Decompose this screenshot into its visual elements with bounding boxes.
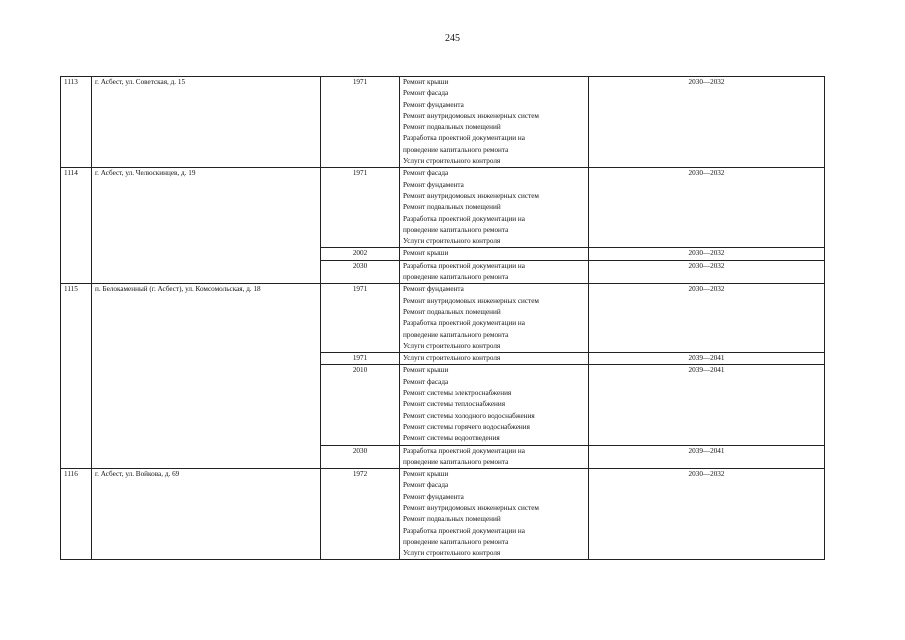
work-item: Ремонт фундамента (403, 285, 464, 294)
address-cell: г. Асбест, ул. Советская, д. 15 (92, 77, 321, 168)
work-item: Ремонт фасада (403, 481, 449, 490)
work-item: Разработка проектной документации на (403, 214, 525, 223)
work-item: Разработка проектной документации на (403, 446, 525, 455)
work-item: Ремонт системы теплоснабжения (403, 400, 506, 409)
work-item: Ремонт подвальных помещений (403, 203, 501, 212)
table-row (61, 168, 825, 248)
work-item: Разработка проектной документации на (403, 319, 525, 328)
work-item: Ремонт фасада (403, 377, 449, 386)
year-cell: 1972 (321, 469, 400, 560)
work-item: проведение капитального ремонта (403, 537, 509, 546)
row-number: 1113 (61, 77, 92, 168)
work-item: Ремонт крыши (403, 249, 449, 258)
period-cell: 2030—2032 (589, 260, 825, 284)
table-row (61, 469, 825, 560)
table-row (61, 77, 825, 168)
work-item: Ремонт системы водоотведения (403, 434, 500, 443)
work-item: Ремонт подвальных помещений (403, 123, 501, 132)
work-item: Ремонт внутридомовых инженерных систем (403, 111, 539, 120)
works-cell (400, 353, 589, 365)
period-cell: 2030—2032 (589, 168, 825, 248)
work-item: Ремонт фасада (403, 89, 449, 98)
work-item: Ремонт системы электроснабжения (403, 389, 512, 398)
work-item: Ремонт крыши (403, 78, 449, 86)
work-item: Ремонт внутридомовых инженерных систем (403, 191, 539, 200)
period-cell: 2030—2032 (589, 77, 825, 168)
work-item: проведение капитального ремонта (403, 457, 509, 466)
period-cell: 2030—2032 (589, 248, 825, 260)
works-cell (400, 445, 589, 469)
work-item: Разработка проектной документации на (403, 526, 525, 535)
year-cell: 1971 (321, 77, 400, 168)
row-number: 1114 (61, 168, 92, 284)
work-item: проведение капитального ремонта (403, 145, 509, 154)
year-cell: 2030 (321, 260, 400, 284)
work-item: Ремонт крыши (403, 366, 449, 375)
period-cell: 2039—2041 (589, 365, 825, 445)
works-cell (400, 469, 589, 560)
work-item: Ремонт фундамента (403, 492, 464, 501)
work-item: Ремонт системы горячего водоснабжения (403, 422, 530, 431)
period-cell: 2030—2032 (589, 284, 825, 353)
work-item: Ремонт внутридомовых инженерных систем (403, 503, 539, 512)
year-cell: 1971 (321, 168, 400, 248)
work-item: Услуги строительного контроля (403, 549, 501, 558)
work-item: Ремонт подвальных помещений (403, 307, 501, 316)
work-item: Ремонт фасада (403, 169, 449, 178)
work-item: Услуги строительного контроля (403, 354, 501, 363)
work-item: Ремонт фундамента (403, 100, 464, 109)
row-number: 1116 (61, 469, 92, 560)
address-cell: г. Асбест, ул. Челюскинцев, д. 19 (92, 168, 321, 284)
work-item: Ремонт крыши (403, 470, 449, 479)
works-cell (400, 260, 589, 284)
period-cell: 2030—2032 (589, 469, 825, 560)
table-row (61, 284, 825, 353)
work-item: проведение капитального ремонта (403, 330, 509, 339)
work-item: Ремонт фундамента (403, 180, 464, 189)
page-number: 245 (445, 33, 460, 44)
works-cell (400, 168, 589, 248)
work-item: Услуги строительного контроля (403, 157, 501, 166)
address-cell: г. Асбест, ул. Войкова, д. 69 (92, 469, 321, 560)
year-cell: 2002 (321, 248, 400, 260)
work-item: Ремонт внутридомовых инженерных систем (403, 296, 539, 305)
work-item: Услуги строительного контроля (403, 237, 501, 246)
work-item: Услуги строительного контроля (403, 341, 501, 350)
year-cell: 2030 (321, 445, 400, 469)
row-number: 1115 (61, 284, 92, 469)
work-item: проведение капитального ремонта (403, 225, 509, 234)
works-cell (400, 284, 589, 353)
capital-repair-table (60, 76, 825, 560)
period-cell: 2039—2041 (589, 353, 825, 365)
work-item: Ремонт подвальных помещений (403, 515, 501, 524)
year-cell: 1971 (321, 353, 400, 365)
work-item: Разработка проектной документации на (403, 134, 525, 143)
work-item: Ремонт системы холодного водоснабжения (403, 411, 535, 420)
work-item: проведение капитального ремонта (403, 273, 509, 282)
year-cell: 1971 (321, 284, 400, 353)
period-cell: 2039—2041 (589, 445, 825, 469)
works-cell (400, 365, 589, 445)
year-cell: 2010 (321, 365, 400, 445)
work-item: Разработка проектной документации на (403, 261, 525, 270)
works-cell (400, 77, 589, 168)
address-cell: п. Белокаменный (г. Асбест), ул. Комсомольская, д. 18 (92, 284, 321, 469)
works-cell (400, 248, 589, 260)
